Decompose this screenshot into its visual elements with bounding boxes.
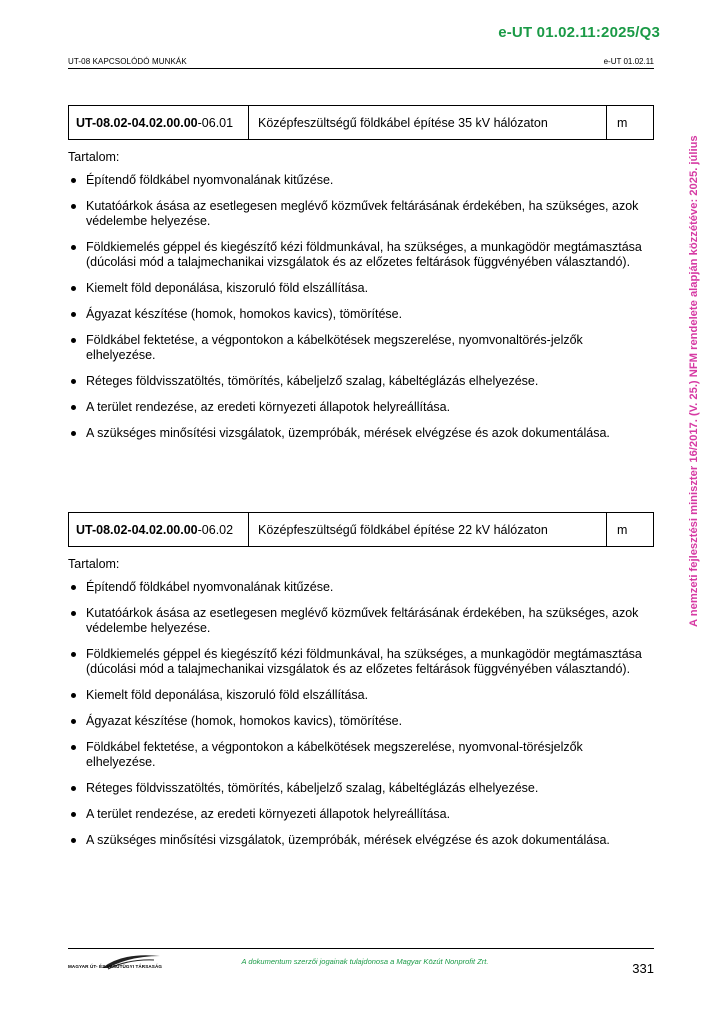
item-code-suffix: -06.02 [197,522,234,537]
list-item: Ágyazat készítése (homok, homokos kavics), tömörítése. [68,714,654,729]
chapter-title: UT-08 KAPCSOLÓDÓ MUNKÁK [68,57,187,66]
list-item: Ágyazat készítése (homok, homokos kavics), tömörítése. [68,307,654,322]
item-code-main: UT-08.02-04.02.00.00 [76,522,198,537]
item-header-table [68,105,654,140]
document-reference: e-UT 01.02.11 [603,57,654,66]
list-item: Kiemelt föld deponálása, kiszoruló föld elszállítása. [68,688,654,703]
item-code [69,513,249,546]
content-list [68,173,654,441]
work-item [68,512,654,859]
list-item: Réteges földvisszatöltés, tömörítés, kábeljelző szalag, kábeltéglázás elhelyezése. [68,374,654,389]
running-header [68,57,654,69]
list-item: Építendő földkábel nyomvonalának kitűzése. [68,173,654,188]
company-logo [68,948,163,974]
list-item: A szükséges minősítési vizsgálatok, üzempróbák, mérések elvégzése és azok dokumentálása. [68,426,654,441]
page-number: 331 [632,961,654,976]
list-item: Kiemelt föld deponálása, kiszoruló föld elszállítása. [68,281,654,296]
list-item: Építendő földkábel nyomvonalának kitűzése. [68,580,654,595]
list-item: Földkábel fektetése, a végpontokon a kábelkötések megszerelése, nyomvonaltörés-jelzők elhelyezése. [68,333,654,363]
list-item: A terület rendezése, az eredeti környezeti állapotok helyreállítása. [68,400,654,415]
content-label: Tartalom: [68,557,120,571]
item-code-suffix: -06.01 [197,115,234,130]
publication-note: A nemzeti fejlesztési miniszter 16/2017. (V. 25.) NFM rendelete alapján közzétéve: 2025. július [688,135,700,627]
logo-text: MAGYAR ÚT- ÉS VASÚTÜGYI TÁRSASÁG [68,964,163,969]
list-item: A szükséges minősítési vizsgálatok, üzempróbák, mérések elvégzése és azok dokumentálása. [68,833,654,848]
list-item: Földkiemelés géppel és kiegészítő kézi földmunkával, ha szükséges, a munkagödör megtámasztása (dúcolási mód a talajmechanikai vizsgálatok és az előzetes feltárások függvényében választandó). [68,240,654,270]
item-code [69,106,249,139]
work-item [68,105,654,452]
list-item: Kutatóárkok ásása az esetlegesen meglévő közművek feltárásának érdekében, ha szükséges, azok védelembe helyezése. [68,606,654,636]
item-unit: m [617,522,628,537]
item-code-main: UT-08.02-04.02.00.00 [76,115,198,130]
content-list [68,580,654,848]
copyright-notice: A dokumentum szerzői jogainak tulajdonosa a Magyar Közút Nonprofit Zrt. [241,957,489,966]
list-item: Réteges földvisszatöltés, tömörítés, kábeljelző szalag, kábeltéglázás elhelyezése. [68,781,654,796]
list-item: Földkiemelés géppel és kiegészítő kézi földmunkával, ha szükséges, a munkagödör megtámasztása (dúcolási mód a talajmechanikai vizsgálatok és az előzetes feltárások függvényében választandó). [68,647,654,677]
item-title: Középfeszültségű földkábel építése 35 kV hálózaton [249,106,607,139]
document-code: e-UT 01.02.11:2025/Q3 [498,24,660,41]
item-title: Középfeszültségű földkábel építése 22 kV hálózaton [249,513,607,546]
list-item: Kutatóárkok ásása az esetlegesen meglévő közművek feltárásának érdekében, ha szükséges, azok védelembe helyezése. [68,199,654,229]
content-label: Tartalom: [68,150,120,164]
list-item: Földkábel fektetése, a végpontokon a kábelkötések megszerelése, nyomvonal-törésjelzők elhelyezése. [68,740,654,770]
list-item: A terület rendezése, az eredeti környezeti állapotok helyreállítása. [68,807,654,822]
item-header-table [68,512,654,547]
item-unit: m [617,115,628,130]
